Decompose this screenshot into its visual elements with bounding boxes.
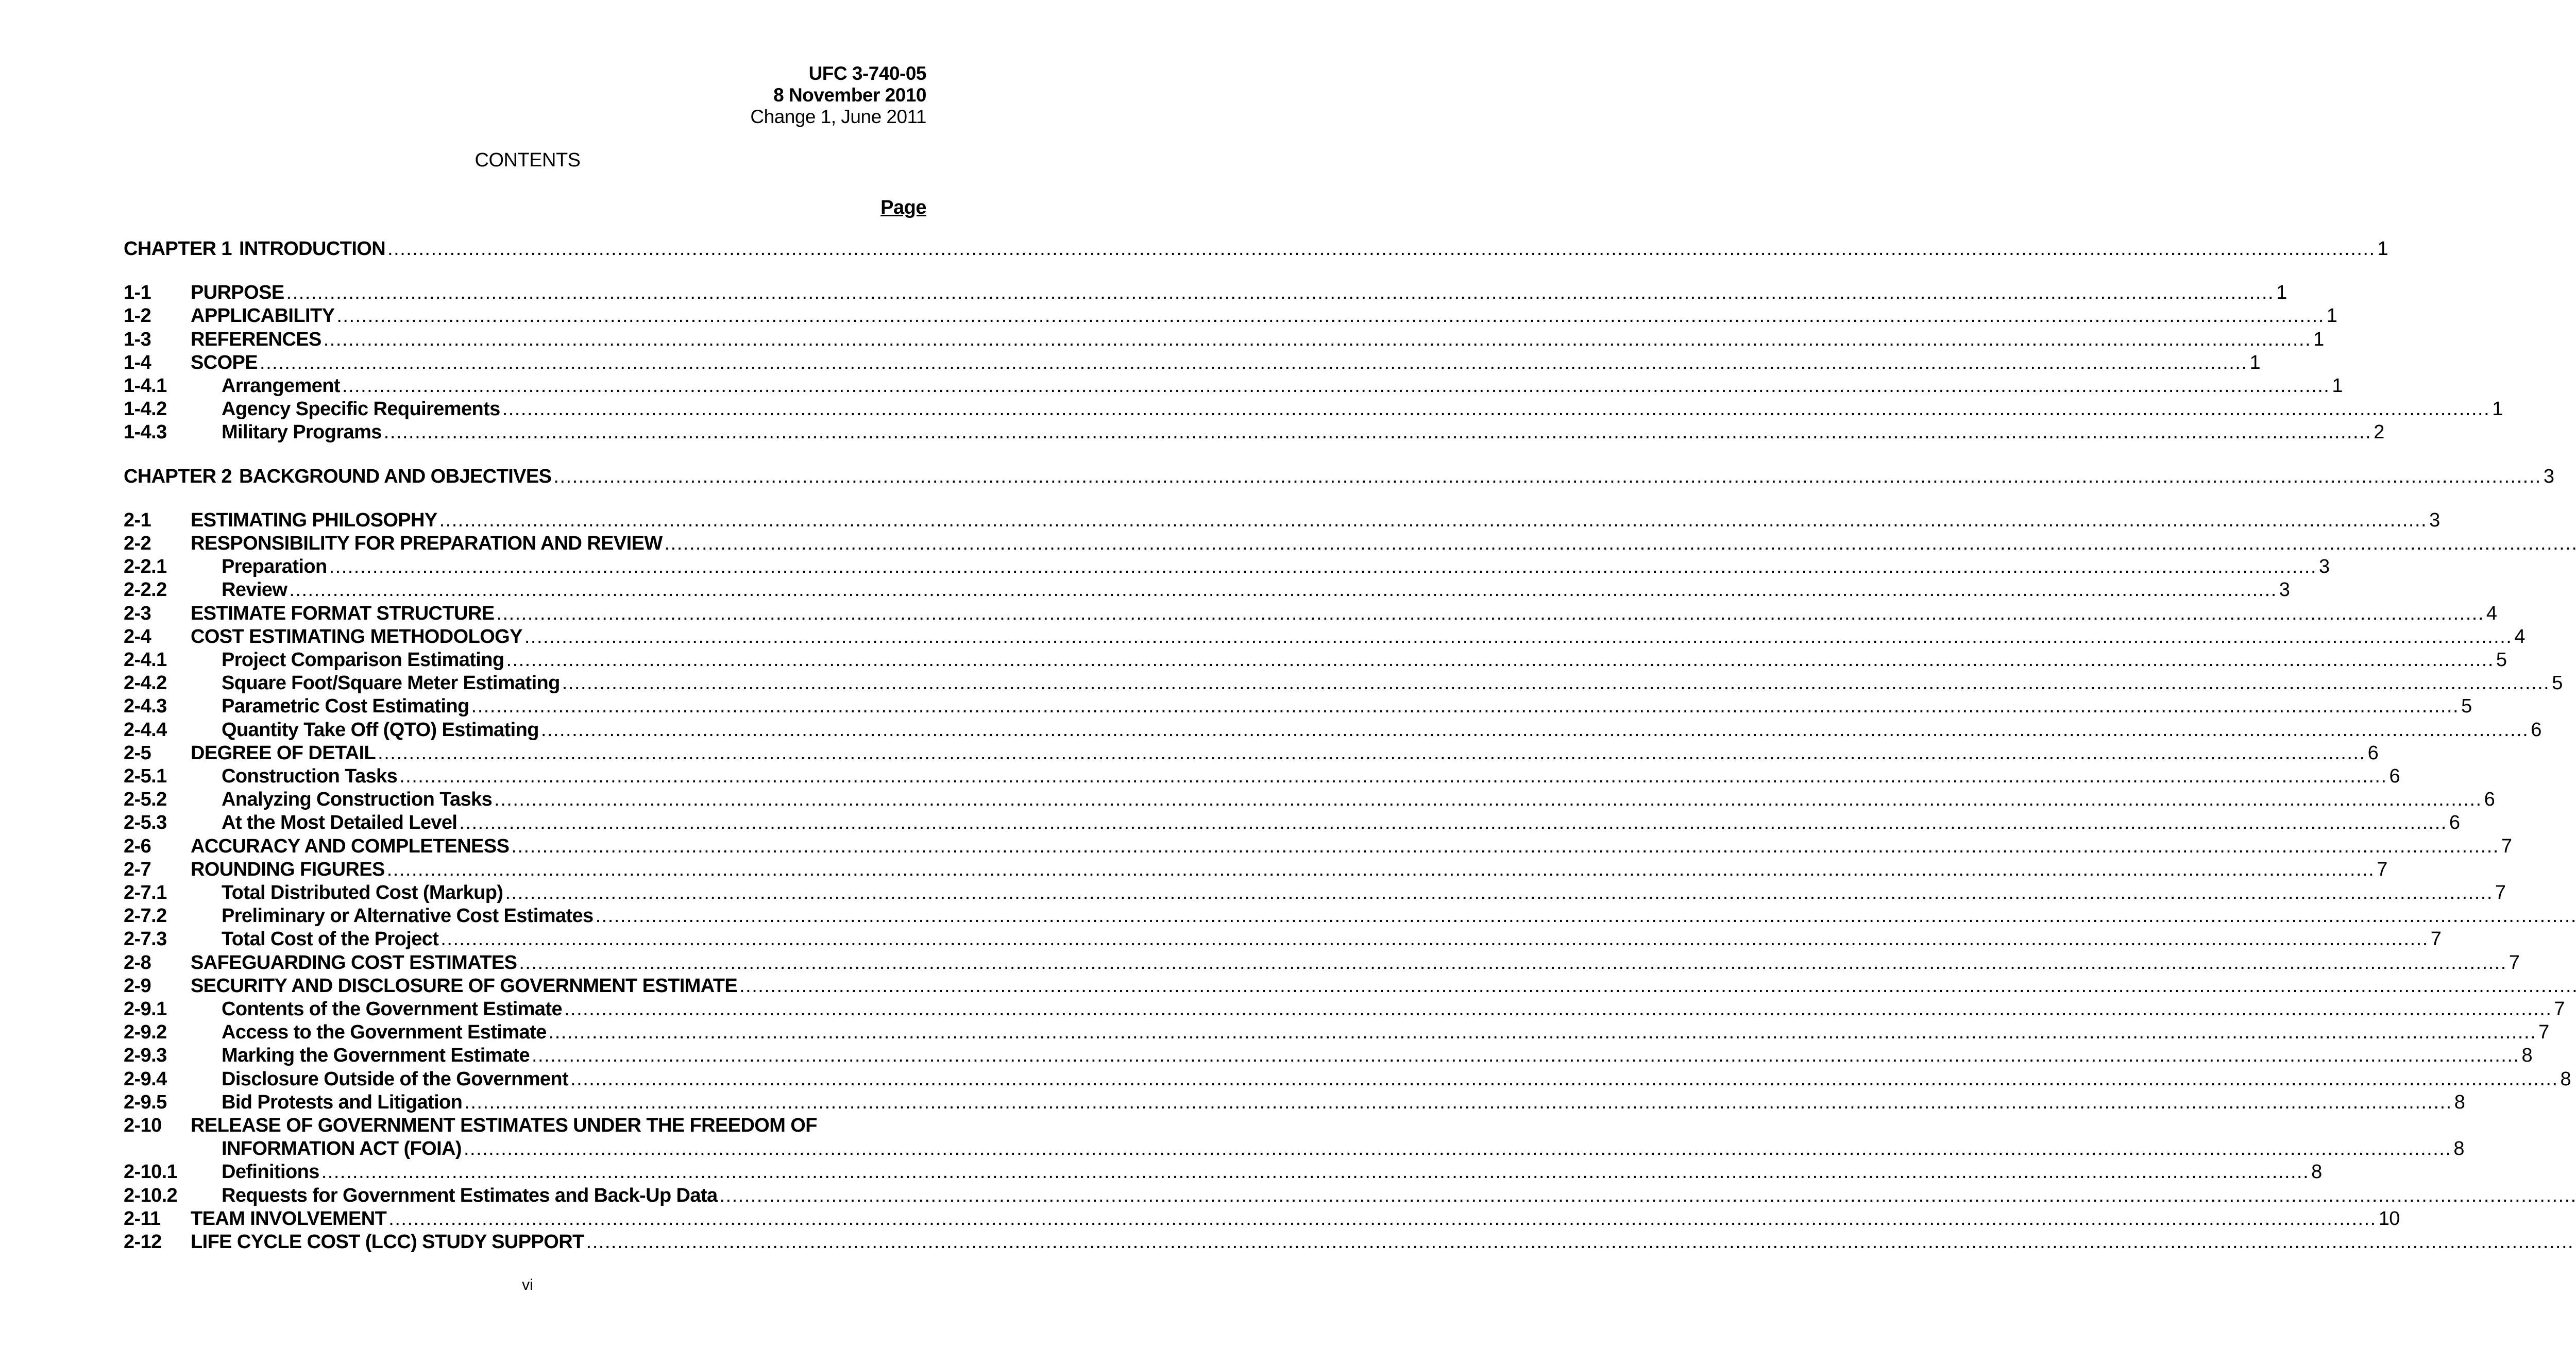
toc-entry-page: 6 <box>2389 765 2400 787</box>
toc-entry-page: 8 <box>2454 1091 2465 1113</box>
dot-leader <box>439 509 2427 532</box>
toc-entry-title: ESTIMATE FORMAT STRUCTURE <box>191 602 495 624</box>
dot-leader <box>549 1021 2536 1044</box>
toc-entry-page: 1 <box>2492 398 2503 420</box>
toc-entry-number: CHAPTER 2 <box>124 465 232 487</box>
toc-entry-page: 6 <box>2484 789 2495 811</box>
toc-entry[interactable] <box>124 1231 926 1255</box>
toc-entry-page: 7 <box>2538 1021 2549 1044</box>
toc-entry[interactable] <box>124 672 2563 696</box>
toc-entry[interactable] <box>124 1115 926 1138</box>
toc-entry-title: RELEASE OF GOVERNMENT ESTIMATES UNDER THE FREEDOM OF <box>191 1115 817 1136</box>
toc-entry-number: 2-5 <box>124 742 151 764</box>
toc-entry-number: 2-4.1 <box>124 649 167 671</box>
toc-entry-page: 1 <box>2326 305 2337 327</box>
toc-entry-page: 4 <box>2514 625 2525 647</box>
document-date: 8 November 2010 <box>773 84 926 106</box>
toc-entry[interactable] <box>124 1091 2465 1115</box>
toc-entry-title: LIFE CYCLE COST (LCC) STUDY SUPPORT <box>191 1231 584 1253</box>
toc-entry[interactable] <box>124 765 2400 789</box>
toc-entry[interactable] <box>124 882 2506 906</box>
toc-entry-number: 2-4.4 <box>124 719 167 741</box>
toc-entry[interactable] <box>124 858 2387 882</box>
toc-entry[interactable] <box>124 1068 2571 1092</box>
toc-entry-page: 8 <box>2521 1045 2532 1067</box>
toc-entry-page: 1 <box>2249 351 2261 373</box>
toc-entry-title: Preparation <box>222 556 327 578</box>
toc-entry-title: TEAM INVOLVEMENT <box>191 1207 387 1230</box>
dot-leader <box>459 812 2447 834</box>
toc-entry-number: 2-2.1 <box>124 556 167 578</box>
toc-entry-title: At the Most Detailed Level <box>222 812 457 834</box>
toc-entry-number: 2-4.3 <box>124 695 167 718</box>
dot-leader <box>464 1138 2451 1160</box>
toc-entry-number: 1-4.2 <box>124 398 167 420</box>
toc-entry[interactable] <box>124 1207 2400 1232</box>
toc-entry-number: 2-7.1 <box>124 882 167 903</box>
toc-entry-page: 8 <box>2453 1138 2464 1160</box>
toc-entry-page: 7 <box>2495 882 2506 903</box>
dot-leader <box>387 238 2375 260</box>
dot-leader <box>506 649 2494 671</box>
toc-entry-page: 7 <box>2509 951 2520 974</box>
toc-entry-page: 3 <box>2543 465 2554 487</box>
toc-entry-number: 2-8 <box>124 951 151 974</box>
dot-leader <box>260 352 2247 374</box>
toc-entry-number: 2-5.2 <box>124 789 167 811</box>
toc-entry[interactable] <box>124 998 2565 1022</box>
page-number: vi <box>522 1276 533 1293</box>
toc-entry-page: 5 <box>2552 672 2563 694</box>
toc-entry-page: 6 <box>2367 742 2379 764</box>
toc-entry[interactable] <box>124 602 2497 626</box>
toc-entry-title: Review <box>222 579 287 601</box>
toc-entry-number: 1-4 <box>124 351 151 373</box>
dot-leader <box>519 952 2506 974</box>
dot-leader <box>329 556 2317 578</box>
contents-title: CONTENTS <box>474 149 581 171</box>
toc-entry-title: SCOPE <box>191 351 258 373</box>
toc-entry-title: COST ESTIMATING METHODOLOGY <box>191 625 522 647</box>
toc-entry[interactable] <box>124 835 2512 859</box>
toc-entry-title: ESTIMATING PHILOSOPHY <box>191 509 437 531</box>
dot-leader <box>440 928 2428 950</box>
toc-entry-number: 2-4.2 <box>124 672 167 694</box>
dot-leader <box>471 695 2459 718</box>
toc-entry-title: SECURITY AND DISCLOSURE OF GOVERNMENT ESTIMATE <box>191 975 738 997</box>
toc-entry-page: 8 <box>2311 1161 2322 1183</box>
toc-entry-number: 2-5.1 <box>124 765 167 787</box>
dot-leader <box>399 765 2387 788</box>
dot-leader <box>324 329 2311 351</box>
toc-entry[interactable] <box>124 1045 2532 1068</box>
toc-entry[interactable] <box>124 695 2472 719</box>
toc-entry-title: Contents of the Government Estimate <box>222 998 562 1020</box>
toc-entry-title: Arrangement <box>222 375 340 397</box>
toc-entry-title: REFERENCES <box>191 328 321 350</box>
toc-entry[interactable] <box>124 951 2520 976</box>
toc-entry-page: 10 <box>2378 1207 2400 1230</box>
toc-entry-continuation[interactable] <box>124 1138 2464 1162</box>
dot-leader <box>289 579 2277 601</box>
dot-leader <box>384 421 2371 443</box>
dot-leader <box>665 533 2576 555</box>
toc-entry-number: 2-9.4 <box>124 1068 167 1090</box>
toc-entry-number: 2-5.3 <box>124 812 167 834</box>
toc-entry-page: 5 <box>2461 695 2472 718</box>
toc-entry-page: 6 <box>2449 812 2460 834</box>
toc-entry[interactable] <box>124 1185 926 1208</box>
toc-entry-number: 2-2 <box>124 533 151 554</box>
dot-leader <box>378 742 2365 764</box>
toc-entry-title: ACCURACY AND COMPLETENESS <box>191 835 510 857</box>
toc-entry-page: 7 <box>2377 858 2387 880</box>
toc-entry[interactable] <box>124 719 2541 743</box>
toc-entry[interactable] <box>124 305 2337 329</box>
toc-entry-title: Square Foot/Square Meter Estimating <box>222 672 560 694</box>
toc-entry-number: 2-12 <box>124 1231 162 1253</box>
toc-entry[interactable] <box>124 556 2330 579</box>
toc-entry-number: 1-2 <box>124 305 151 327</box>
toc-entry-number: 2-7 <box>124 858 151 880</box>
toc-entry[interactable] <box>124 465 2554 489</box>
toc-entry[interactable] <box>124 1161 2322 1185</box>
toc-entry-number: 2-4 <box>124 625 151 647</box>
toc-entry-number: 1-4.1 <box>124 375 167 397</box>
toc-entry-title: APPLICABILITY <box>191 305 335 327</box>
dot-leader <box>553 466 2541 488</box>
toc-entry[interactable] <box>124 351 2261 376</box>
dot-leader <box>388 1208 2376 1230</box>
toc-entry[interactable] <box>124 625 2525 650</box>
toc-entry-title: Total Cost of the Project <box>222 928 439 950</box>
toc-entry-number: 1-1 <box>124 282 151 304</box>
dot-leader <box>496 603 2484 625</box>
toc-entry[interactable] <box>124 579 2290 603</box>
toc-entry-number: 2-3 <box>124 602 151 624</box>
toc-entry-title: Project Comparison Estimating <box>222 649 504 671</box>
toc-entry-page: 1 <box>2313 328 2324 350</box>
toc-entry-page: 7 <box>2501 835 2512 857</box>
toc-entry[interactable] <box>124 398 2503 422</box>
toc-entry[interactable] <box>124 238 2388 262</box>
toc-entry[interactable] <box>124 812 2460 835</box>
toc-entry-number: 2-9.1 <box>124 998 167 1020</box>
dot-leader <box>336 305 2324 327</box>
toc-entry-number: 2-7.2 <box>124 905 167 927</box>
dot-leader <box>511 835 2499 858</box>
toc-entry-number: 2-6 <box>124 835 151 857</box>
toc-entry[interactable] <box>124 421 2384 445</box>
toc-entry[interactable] <box>124 282 2287 305</box>
toc-entry-number: 2-10.1 <box>124 1161 178 1183</box>
toc-entry-title: Marking the Government Estimate <box>222 1045 530 1067</box>
toc-entry-title: INTRODUCTION <box>239 238 386 260</box>
toc-entry-title: SAFEGUARDING COST ESTIMATES <box>191 951 517 974</box>
toc-entry-title: ROUNDING FIGURES <box>191 858 385 880</box>
dot-leader <box>532 1045 2519 1067</box>
dot-leader <box>321 1161 2309 1183</box>
dot-leader <box>502 398 2490 420</box>
dot-leader <box>524 626 2512 648</box>
toc-entry-number: 2-2.2 <box>124 579 167 601</box>
toc-entry-title: RESPONSIBILITY FOR PREPARATION AND REVIEW <box>191 533 663 554</box>
dot-leader <box>464 1091 2452 1114</box>
dot-leader <box>342 375 2330 397</box>
dot-leader <box>505 882 2493 904</box>
dot-leader <box>541 719 2529 741</box>
toc-entry-title: Military Programs <box>222 421 382 443</box>
toc-entry-page: 5 <box>2496 649 2507 671</box>
toc-entry-page: 4 <box>2486 602 2497 624</box>
toc-entry[interactable] <box>124 375 2343 399</box>
toc-entry-page: 2 <box>2374 421 2384 443</box>
dot-leader <box>562 672 2550 694</box>
document-header <box>750 63 926 128</box>
toc-entry-page: 3 <box>2319 556 2330 578</box>
toc-entry[interactable] <box>124 789 2495 812</box>
page-column-label: Page <box>880 197 926 218</box>
toc-entry-title: Preliminary or Alternative Cost Estimates <box>222 905 594 927</box>
toc-entry-number: 2-10.2 <box>124 1184 178 1206</box>
toc-entry[interactable] <box>124 905 926 929</box>
toc-entry[interactable] <box>124 975 926 999</box>
toc-entry[interactable] <box>124 928 2442 952</box>
toc-entry-title: Requests for Government Estimates and Back-Up Data <box>222 1184 718 1206</box>
toc-entry-page: 6 <box>2531 719 2541 741</box>
toc-entry-number: 2-10 <box>124 1115 162 1136</box>
toc-entry-title: Total Distributed Cost (Markup) <box>222 882 503 903</box>
toc-entry-title: Analyzing Construction Tasks <box>222 789 493 811</box>
toc-entry-title: BACKGROUND AND OBJECTIVES <box>239 465 552 487</box>
toc-entry[interactable] <box>124 533 926 556</box>
toc-entry[interactable] <box>124 328 2324 352</box>
dot-leader <box>387 859 2375 881</box>
dot-leader <box>586 1231 2574 1253</box>
toc-entry-title: Definitions <box>222 1161 319 1183</box>
toc-entry-number: 2-9 <box>124 975 151 997</box>
toc-entry-page: 1 <box>2377 238 2388 260</box>
toc-entry-number: 2-1 <box>124 509 151 531</box>
toc-entry-number: 2-9.5 <box>124 1091 167 1113</box>
toc-entry-number: 2-9.3 <box>124 1045 167 1067</box>
dot-leader <box>564 998 2552 1020</box>
document-id: UFC 3-740-05 <box>808 63 926 84</box>
toc-entry-number: CHAPTER 1 <box>124 238 232 260</box>
toc-entry-title: Access to the Government Estimate <box>222 1021 547 1044</box>
toc-entry-title: PURPOSE <box>191 282 284 304</box>
toc-entry-title: Agency Specific Requirements <box>222 398 500 420</box>
toc-entry[interactable] <box>124 742 2379 766</box>
dot-leader <box>286 282 2274 304</box>
dot-leader <box>570 1068 2558 1090</box>
toc-entry-page: 3 <box>2429 509 2440 531</box>
toc-entry-page: 1 <box>2276 282 2287 304</box>
toc-entry-page: 3 <box>2279 579 2290 601</box>
toc-entry-number: 1-3 <box>124 328 151 350</box>
toc-entry-title: DEGREE OF DETAIL <box>191 742 376 764</box>
dot-leader <box>739 975 2576 997</box>
toc-entry-number: 2-9.2 <box>124 1021 167 1044</box>
toc-entry-number: 2-11 <box>124 1207 161 1230</box>
toc-entry-title: INFORMATION ACT (FOIA) <box>222 1138 462 1160</box>
toc-entry[interactable] <box>124 649 2507 673</box>
toc-entry-title: Parametric Cost Estimating <box>222 695 469 718</box>
document-change: Change 1, June 2011 <box>750 106 926 127</box>
toc-entry-page: 7 <box>2430 928 2442 950</box>
toc-entry-page: 7 <box>2554 998 2565 1020</box>
dot-leader <box>596 905 2576 927</box>
toc-entry-page: 8 <box>2560 1068 2571 1090</box>
toc-entry-title: Disclosure Outside of the Government <box>222 1068 569 1090</box>
toc-entry-title: Bid Protests and Litigation <box>222 1091 463 1113</box>
dot-leader <box>720 1185 2576 1207</box>
toc-entry-number: 2-7.3 <box>124 928 167 950</box>
toc-entry-number: 1-4.3 <box>124 421 167 443</box>
toc-entry-title: Quantity Take Off (QTO) Estimating <box>222 719 539 741</box>
toc-entry-page: 1 <box>2332 375 2343 397</box>
toc-entry-title: Construction Tasks <box>222 765 398 787</box>
toc-entry[interactable] <box>124 509 2440 533</box>
dot-leader <box>494 789 2482 811</box>
toc-entry[interactable] <box>124 1021 2549 1045</box>
